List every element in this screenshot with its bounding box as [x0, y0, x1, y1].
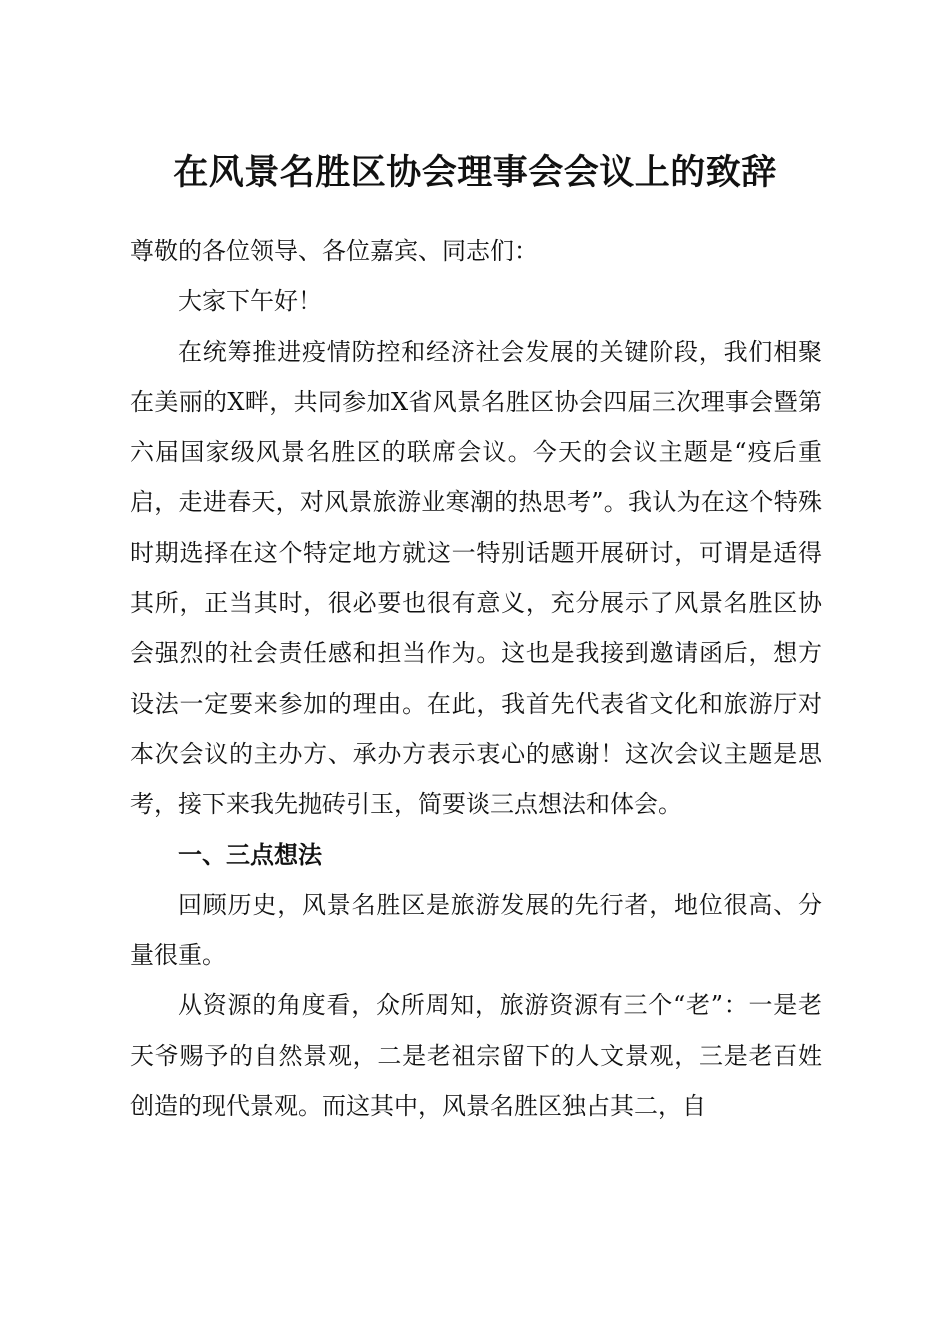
paragraph-history: 回顾历史，风景名胜区是旅游发展的先行者，地位很高、分量很重。	[130, 890, 822, 970]
salutation: 尊敬的各位领导、各位嘉宾、同志们：	[130, 237, 538, 265]
greeting: 大家下午好！	[178, 287, 322, 316]
paragraph-resources: 从资源的角度看，众所周知，旅游资源有三个“老”：一是老天爷赐予的自然景观，二是老祖宗留下的人文景观，三是老百姓创造的现代景观。而这其中，风景名胜区独占其二，自	[130, 991, 822, 1121]
section-heading: 一、三点想法	[178, 840, 322, 869]
document-body	[130, 226, 822, 1131]
document-title: 在风景名胜区协会理事会会议上的致辞	[173, 152, 777, 193]
paragraph-opening: 在统筹推进疫情防控和经济社会发展的关键阶段，我们相聚在美丽的X畔，共同参加X省风景名胜区协会四届三次理事会暨第六届国家级风景名胜区的联席会议。今天的会议主题是“疫后重启，走进春天，对风景旅游业寒潮的热思考”。我认为在这个特殊时期选择在这个特定地方就这一特别话题开展研讨，可谓是适得其所，正当其时，很必要也很有意义，充分展示了风景名胜区协会强烈的社会责任感和担当作为。这也是我接到邀请函后，想方设法一定要来参加的理由。在此，我首先代表省文化和旅游厅对本次会议的主办方、承办方表示衷心的感谢！这次会议主题是思考，接下来我先抛砖引玉，简要谈三点想法和体会。	[130, 337, 822, 819]
